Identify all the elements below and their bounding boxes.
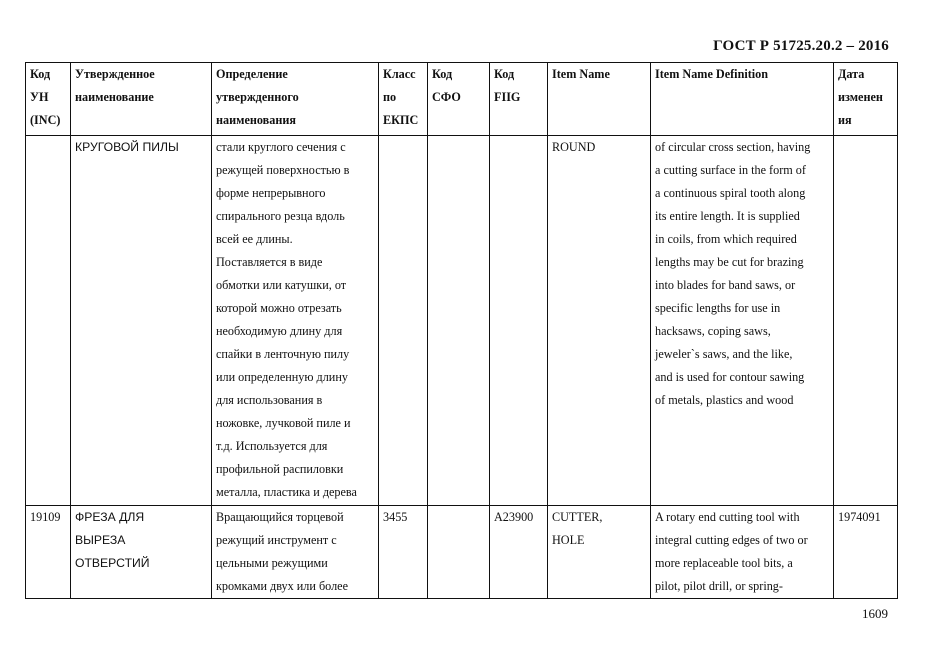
text-line: pilot, pilot drill, or spring- <box>655 579 783 593</box>
cell-definition-ru <box>212 506 379 599</box>
text-line: Поставляется в виде <box>216 255 323 269</box>
text-line: необходимую длину для <box>216 324 343 338</box>
text-line: into blades for band saws, or <box>655 278 796 292</box>
text-line: всей ее длины. <box>216 232 293 246</box>
cell-date: 1974091 <box>834 506 898 599</box>
text-line: ВЫРЕЗА <box>75 533 126 547</box>
text-line: или определенную длину <box>216 370 348 384</box>
text-line: of circular cross section, having <box>655 140 811 154</box>
table-row <box>26 136 898 506</box>
specification-table <box>25 62 898 599</box>
cell-code <box>26 136 71 506</box>
text-line: A rotary end cutting tool with <box>655 510 800 524</box>
text-line: CUTTER, <box>552 510 603 524</box>
text-line: Код <box>432 67 453 81</box>
cell-date <box>834 136 898 506</box>
text-line: hacksaws, coping saws, <box>655 324 771 338</box>
text-line: форме непрерывного <box>216 186 326 200</box>
text-line: ножовке, лучковой пиле и <box>216 416 351 430</box>
text-line: КРУГОВОЙ ПИЛЫ <box>75 140 179 154</box>
text-line: спайки в ленточную пилу <box>216 347 350 361</box>
text-line: Определение <box>216 67 288 81</box>
document-title: ГОСТ Р 51725.20.2 – 2016 <box>713 38 889 54</box>
text-line: ФРЕЗА ДЛЯ <box>75 510 145 524</box>
col-header-date <box>834 63 898 136</box>
text-line: specific lengths for use in <box>655 301 781 315</box>
text-line: наименования <box>216 113 296 127</box>
col-header-fiig <box>490 63 548 136</box>
text-line: in coils, from which required <box>655 232 797 246</box>
text-line: its entire length. It is supplied <box>655 209 800 223</box>
text-line: изменен <box>838 90 883 104</box>
col-header-approved-name <box>71 63 212 136</box>
text-line: a continuous spiral tooth along <box>655 186 806 200</box>
cell-fiig <box>490 136 548 506</box>
col-header-class <box>379 63 428 136</box>
cell-code: 19109 <box>26 506 71 599</box>
text-line: Утвержденное <box>75 67 155 81</box>
text-line: ROUND <box>552 140 596 154</box>
cell-fiig: A23900 <box>490 506 548 599</box>
page-number: 1609 <box>862 606 888 621</box>
text-line: которой можно отрезать <box>216 301 342 315</box>
text-line: integral cutting edges of two or <box>655 533 808 547</box>
text-line: FIIG <box>494 90 521 104</box>
cell-approved-name <box>71 506 212 599</box>
text-line: режущий инструмент с <box>216 533 337 547</box>
text-line: Код <box>494 67 515 81</box>
text-line: т.д. Используется для <box>216 439 328 453</box>
cell-class <box>379 136 428 506</box>
cell-definition-ru <box>212 136 379 506</box>
text-line: СФО <box>432 90 461 104</box>
cell-item-name <box>548 506 651 599</box>
text-line: HOLE <box>552 533 585 547</box>
text-line: профильной распиловки <box>216 462 344 476</box>
text-line: Класс <box>383 67 416 81</box>
cell-class: 3455 <box>379 506 428 599</box>
col-header-code <box>26 63 71 136</box>
cell-item-name <box>548 136 651 506</box>
col-header-definition-en <box>651 63 834 136</box>
text-line: режущей поверхностью в <box>216 163 350 177</box>
text-line: обмотки или катушки, от <box>216 278 347 292</box>
text-line: more replaceable tool bits, a <box>655 556 793 570</box>
header-row <box>26 63 898 136</box>
text-line: УН <box>30 90 49 104</box>
text-line: для использования в <box>216 393 323 407</box>
text-line: Код <box>30 67 51 81</box>
col-header-item-name <box>548 63 651 136</box>
cell-approved-name <box>71 136 212 506</box>
cell-definition-en <box>651 506 834 599</box>
text-line: and is used for contour sawing <box>655 370 805 384</box>
col-header-definition-ru <box>212 63 379 136</box>
text-line: кромками двух или более <box>216 579 348 593</box>
text-line: Дата <box>838 67 865 81</box>
cell-definition-en <box>651 136 834 506</box>
col-header-sfo <box>428 63 490 136</box>
text-line: jeweler`s saws, and the like, <box>655 347 793 361</box>
text-line: Item Name Definition <box>655 67 769 81</box>
text-line: спирального резца вдоль <box>216 209 345 223</box>
table-row <box>26 506 898 599</box>
text-line: ЕКПС <box>383 113 419 127</box>
text-line: Вращающийся торцевой <box>216 510 344 524</box>
text-line: наименование <box>75 90 154 104</box>
text-line: ОТВЕРСТИЙ <box>75 556 150 570</box>
text-line: утвержденного <box>216 90 299 104</box>
text-line: (INC) <box>30 113 61 127</box>
text-line: lengths may be cut for brazing <box>655 255 804 269</box>
text-line: стали круглого сечения с <box>216 140 346 154</box>
cell-sfo <box>428 506 490 599</box>
text-line: цельными режущими <box>216 556 328 570</box>
cell-sfo <box>428 136 490 506</box>
text-line: ия <box>838 113 852 127</box>
text-line: a cutting surface in the form of <box>655 163 806 177</box>
text-line: металла, пластика и дерева <box>216 485 357 499</box>
text-line: по <box>383 90 397 104</box>
text-line: Item Name <box>552 67 610 81</box>
text-line: of metals, plastics and wood <box>655 393 794 407</box>
